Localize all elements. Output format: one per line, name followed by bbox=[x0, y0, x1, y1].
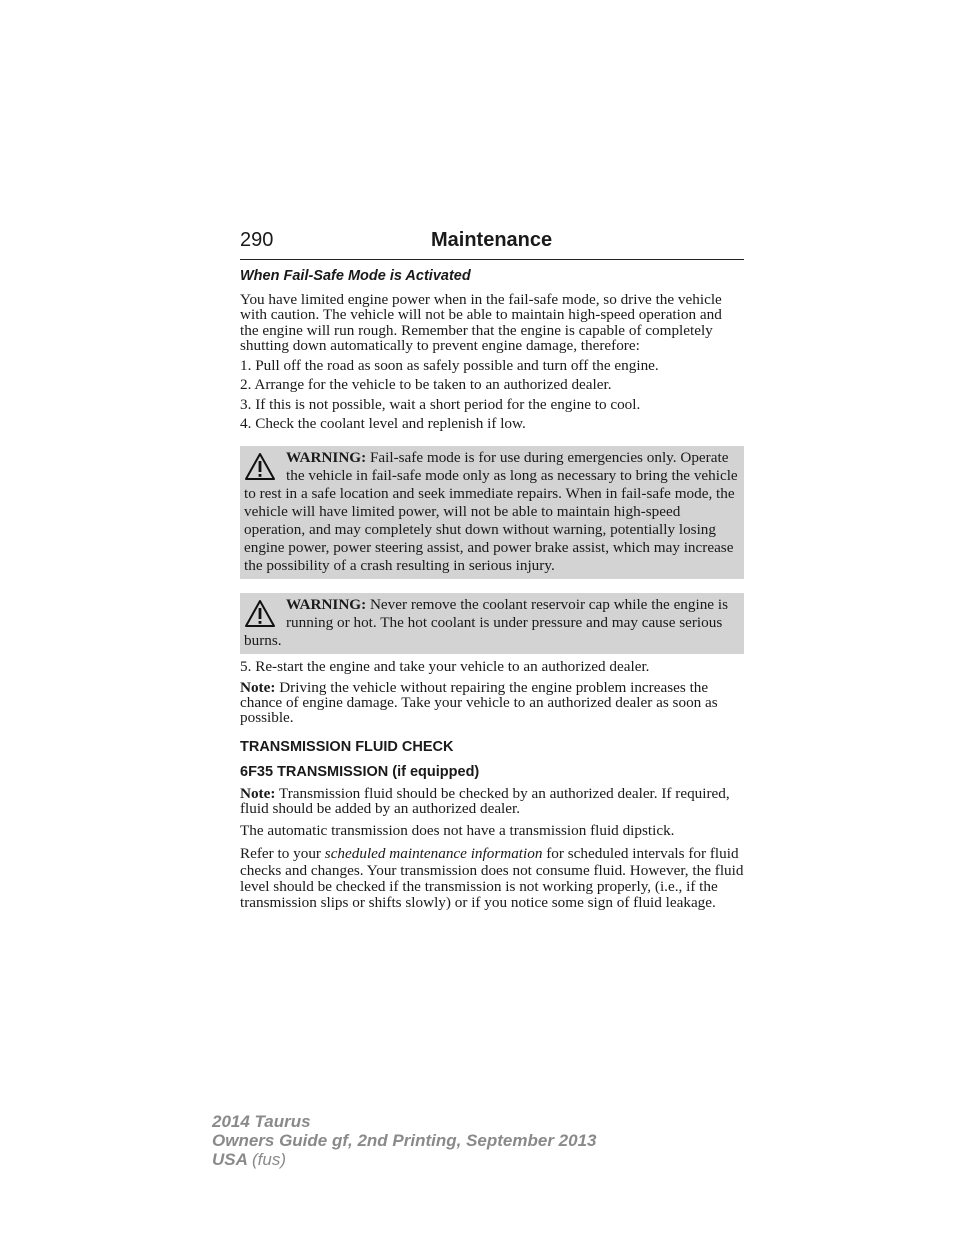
note-label: Note: bbox=[240, 784, 276, 802]
footer-line-1: 2014 Taurus bbox=[212, 1112, 311, 1131]
note-label: Note: bbox=[240, 678, 276, 696]
note-text: Driving the vehicle without repairing the engine problem increases the chance of engine damage. Take your vehicle to an authorized dealer as soon as possible. bbox=[240, 678, 718, 727]
step-1: 1. Pull off the road as soon as safely possible and turn off the engine. bbox=[240, 357, 659, 375]
page-header bbox=[240, 229, 744, 260]
warning-triangle-icon bbox=[244, 599, 276, 629]
footer-region-code: (fus) bbox=[252, 1150, 286, 1169]
transmission-schedule-para bbox=[240, 846, 744, 911]
note-text: Transmission fluid should be checked by an authorized dealer. If required, fluid should be added by an authorized dealer. bbox=[240, 784, 730, 817]
page-content bbox=[240, 268, 744, 916]
para-text-after: for scheduled intervals for fluid checks and changes. Your transmission does not consume fluid. However, the fluid level should be checked if the transmission is not working properly, (i.e., if the transmission slips or shifts slowly) or if you notice some sign of fluid leakage. bbox=[240, 845, 744, 912]
transmission-dipstick-para: The automatic transmission does not have a transmission fluid dipstick. bbox=[240, 822, 675, 840]
warning-text: Never remove the coolant reservoir cap while the engine is running or hot. The hot coolant is under pressure and may cause serious burns. bbox=[244, 596, 728, 650]
page-number: 290 bbox=[240, 229, 274, 251]
para-text-before: Refer to your bbox=[240, 845, 321, 863]
warning-box-coolant bbox=[240, 593, 744, 654]
page-footer bbox=[212, 1112, 596, 1169]
warning-box-failsafe bbox=[240, 446, 744, 579]
footer-region: USA bbox=[212, 1150, 248, 1169]
transmission-heading: TRANSMISSION FLUID CHECK bbox=[240, 738, 454, 755]
step-2: 2. Arrange for the vehicle to be taken to an authorized dealer. bbox=[240, 376, 612, 394]
step-5: 5. Re-start the engine and take your vehicle to an authorized dealer. bbox=[240, 658, 650, 676]
warning-label: WARNING: bbox=[286, 449, 367, 467]
step-4: 4. Check the coolant level and replenish if low. bbox=[240, 415, 526, 433]
warning-text: Fail-safe mode is for use during emergencies only. Operate the vehicle in fail-safe mode only as long as necessary to bring the vehicle to rest in a safe location and seek immediate repairs. When in fail-safe mode, the vehicle will have limited power, will not be able to maintain high-speed operation, and may completely shut down without warning, potentially losing engine power, power steering assist, and power brake assist, which may increase the possibility of a crash resulting in serious injury. bbox=[244, 449, 738, 575]
transmission-subheading: 6F35 TRANSMISSION (if equipped) bbox=[240, 763, 480, 780]
section-title: Maintenance bbox=[431, 229, 553, 251]
footer-line-3 bbox=[212, 1150, 596, 1169]
step-3: 3. If this is not possible, wait a short period for the engine to cool. bbox=[240, 395, 641, 413]
scheduled-maintenance-ref: scheduled maintenance information bbox=[324, 845, 543, 863]
footer-line-2: Owners Guide gf, 2nd Printing, September 2013 bbox=[212, 1131, 597, 1150]
warning-triangle-icon bbox=[244, 452, 276, 482]
transmission-note bbox=[240, 786, 744, 817]
warning-label: WARNING: bbox=[286, 596, 367, 614]
failsafe-note bbox=[240, 680, 744, 726]
failsafe-intro: You have limited engine power when in the fail-safe mode, so drive the vehicle with caution. The vehicle will not be able to maintain high-speed operation and the engine will run rough. Remember that the engine is capable of completely shutting down automatically to prevent engine damage, therefore: bbox=[240, 291, 722, 354]
failsafe-heading: When Fail-Safe Mode is Activated bbox=[240, 268, 471, 284]
